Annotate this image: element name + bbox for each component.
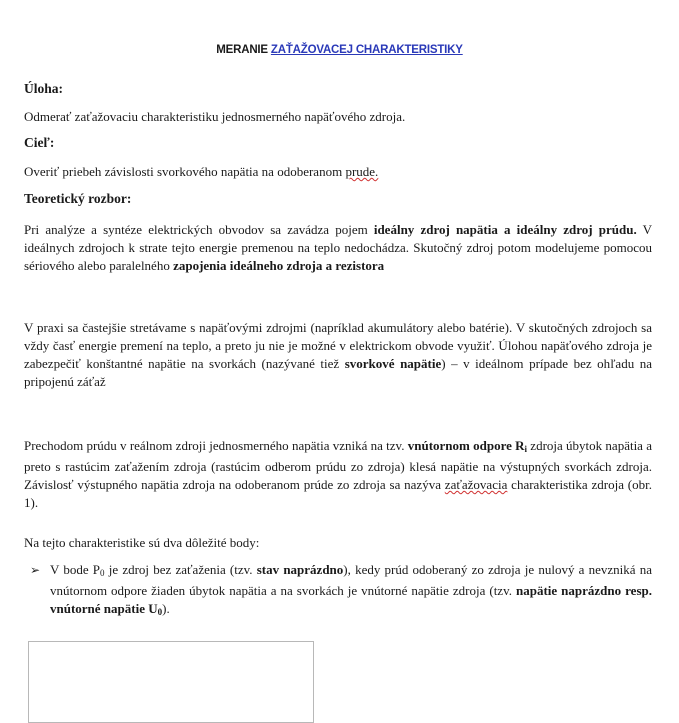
bullet-text-4: ).	[162, 601, 170, 616]
paragraph-4: Na tejto charakteristike sú dva dôležité body:	[24, 535, 260, 550]
p1-bold-2: zapojenia ideálneho zdroja a rezistora	[173, 258, 385, 273]
paragraph-3	[24, 437, 652, 512]
paragraph-2	[24, 319, 652, 391]
p2-text-2: ) – v ideálnom prípade bez ohľadu na pripojenú záťaž	[24, 356, 653, 389]
p3-bold-1	[408, 438, 527, 453]
title-link[interactable]: ZAŤAŽOVACEJ CHARAKTERISTIKY	[270, 44, 463, 56]
p3-bold-1-sub: i	[524, 444, 528, 454]
p3-text-1: Prechodom prúdu v reálnom zdroji jednosmerného napätia vzniká na tzv.	[24, 438, 408, 453]
bullet-text-1: V bode P	[50, 562, 101, 577]
uloha-text: Odmerať zaťažovaciu charakteristiku jednosmerného napäťového zdroja.	[24, 109, 406, 124]
heading-ciel	[24, 134, 652, 152]
bullet-bold-2-text: napätie naprázdno resp. vnútorné napätie U	[50, 583, 652, 616]
bullet-item	[50, 561, 652, 621]
paragraph-1	[24, 221, 652, 275]
p3-text-2: zdroja úbytok napätia a preto s rastúcim zaťažením zdroja (rastúcim odberom prúdu zo zdroja) klesá napätie na výstupných svorkách zdroja. Závislosť výstupného napätia zdroja na odoberanom prúde zo zdroja sa nazýva	[24, 438, 652, 492]
p1-bold-1: ideálny zdroj napätia a ideálny zdroj prúdu.	[373, 222, 637, 237]
heading-ciel-text: Cieľ:	[24, 135, 55, 150]
ciel-misspelled-word: prude.	[345, 164, 379, 179]
figure-placeholder	[28, 641, 314, 723]
title-prefix: MERANIE	[216, 44, 271, 56]
p3-text-3: charakteristika zdroja (obr. 1).	[24, 477, 652, 510]
bullet-bold-2-sub: 0	[157, 607, 163, 617]
bullet-sub-0: 0	[100, 568, 105, 578]
ciel-sentence: Overiť priebeh závislosti svorkového napätia na odoberanom	[24, 164, 346, 179]
page-title	[0, 44, 679, 56]
p2-text-1: V praxi sa častejšie stretávame s napäťovými zdrojmi (napríklad akumulátory alebo batérie). V skutočných zdrojoch sa vždy časť energie premení na teplo, a preto ju nie je možné v elektrickom obvode využiť. Úlohou napäťového zdroja je zabezpečiť konštantné napätie na svorkách (nazývané tiež	[24, 320, 652, 371]
p3-bold-1-text: vnútornom odpore R	[407, 438, 525, 453]
bullet-bold-1: stav naprázdno	[256, 562, 344, 577]
bullet-text-2: je zdroj bez zaťaženia (tzv.	[104, 562, 257, 577]
bullet-arrow-icon: ➢	[30, 563, 41, 577]
p1-text-2: V ideálnych zdrojoch k strate tejto energie premenou na teplo nedochádza. Skutočný zdroj potom modelujeme pomocou sériového alebo paralelného	[24, 222, 653, 273]
heading-teoreticky-rozbor: Teoretický rozbor:	[24, 191, 132, 206]
p3-underlined-word: zaťažovacia	[444, 477, 508, 492]
p1-text-1: Pri analýze a syntéze elektrických obvodov sa zavádza pojem	[24, 222, 374, 237]
p2-bold-1: svorkové napätie	[344, 356, 442, 371]
heading-uloha: Úloha:	[24, 81, 64, 96]
bullet-text-3: ), kedy prúd odoberaný zo zdroja je nulový a nevzniká na vnútornom odpore žiaden úbytok napätia a na svorkách je vnútorné napätie zdroja (tzv.	[50, 562, 652, 598]
ciel-text	[24, 163, 652, 181]
